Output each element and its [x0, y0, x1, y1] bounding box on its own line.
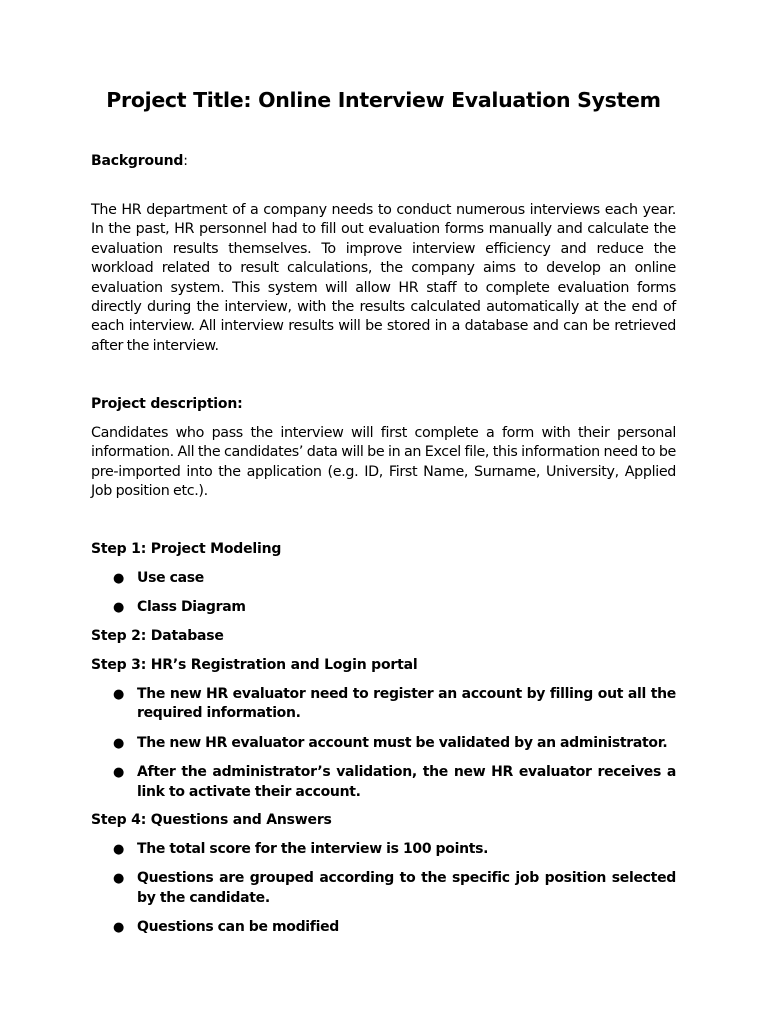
step1-heading: Step 1: Project Modeling — [91, 541, 282, 557]
step2-heading: Step 2: Database — [91, 628, 224, 644]
step3-item-label: The new HR evaluator account must be validated by an administrator. — [137, 734, 668, 751]
bullet-icon: ● — [113, 871, 125, 887]
step3-item-label: After the administrator’s validation, the new HR evaluator receives a link to activate their account. — [137, 764, 676, 800]
step4-item-label: Questions can be modified — [137, 919, 339, 936]
background-heading — [91, 152, 188, 171]
background-heading-colon: : — [183, 153, 188, 169]
step3-item-label: The new HR evaluator need to register an account by filling out all the required information. — [137, 686, 676, 722]
step1-item-use-case — [91, 569, 676, 588]
step3-list — [91, 685, 676, 802]
step3-heading: Step 3: HR’s Registration and Login portal — [91, 657, 418, 673]
step4-item-label: Questions are grouped according to the specific job position selected by the candidate. — [137, 870, 676, 906]
bullet-icon: ● — [113, 765, 125, 781]
bullet-icon: ● — [113, 735, 125, 751]
project-description-paragraph: Candidates who pass the interview will first complete a form with their personal information. All the candidates’ data will be in an Excel file, this information need to be pre-imported into the application (e.g. ID, First Name, Surname, University, Applied Job position etc.). — [91, 425, 676, 500]
step4-item-modified — [91, 918, 676, 937]
bullet-icon: ● — [113, 920, 125, 936]
bullet-icon: ● — [113, 687, 125, 702]
bullet-icon: ● — [113, 600, 125, 616]
bullet-icon: ● — [113, 842, 125, 857]
step3-item-register — [91, 685, 676, 724]
step1-list — [91, 569, 676, 618]
step4-item-label: The total score for the interview is 100 points. — [137, 841, 489, 857]
step3-item-validate — [91, 734, 676, 753]
bullet-icon: ● — [113, 571, 125, 586]
project-description-heading: Project description: — [91, 396, 243, 412]
step3-item-activate — [91, 763, 676, 802]
background-heading-text: Background — [91, 153, 184, 169]
step4-heading: Step 4: Questions and Answers — [91, 812, 332, 828]
step4-list — [91, 840, 676, 938]
document-title: Project Title: Online Interview Evaluation System — [106, 88, 661, 112]
background-paragraph: The HR department of a company needs to conduct numerous interviews each year. In the past, HR personnel had to fill out evaluation forms manually and calculate the evaluation results themselves. To improve interview efficiency and reduce the workload related to result calculations, the company aims to develop an online evaluation system. This system will allow HR staff to complete evaluation forms directly during the interview, with the results calculated automatically at the end of each interview. All interview results will be stored in a database and can be retrieved after the interview. — [91, 202, 676, 354]
step4-item-grouped — [91, 869, 676, 908]
step1-item-label: Use case — [137, 570, 204, 586]
step1-item-class-diagram — [91, 598, 676, 617]
step1-item-label: Class Diagram — [137, 599, 246, 616]
step4-item-total-score — [91, 840, 676, 859]
